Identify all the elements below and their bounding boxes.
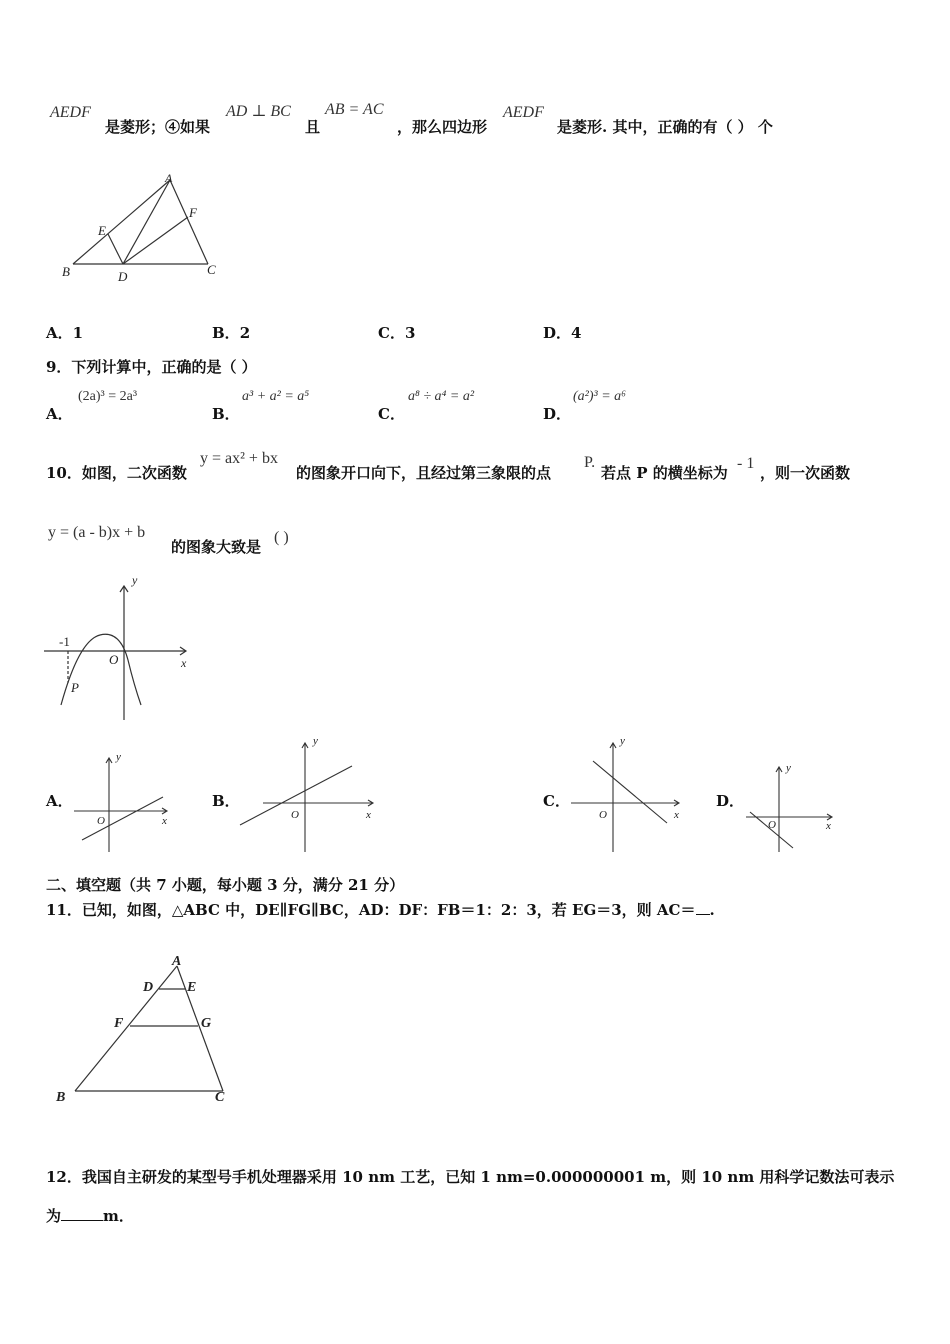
q10-math-func: y = ax² + bx	[200, 450, 278, 467]
q8-option-d-value: 4	[571, 324, 582, 342]
q10-option-b-x: x	[366, 809, 371, 821]
q10-math-p: P.	[584, 454, 596, 471]
q10-text-2: 的图象开口向下，且经过第三象限的点	[296, 464, 552, 482]
q10-fig-p-label: P	[71, 680, 79, 695]
q12-line-2-post: m．	[103, 1207, 134, 1225]
q10-option-c-o: O	[599, 809, 607, 821]
q8-option-a-value: 1	[72, 324, 84, 342]
q10-math-paren: ( )	[274, 529, 289, 546]
q8-text-tail: 是菱形. 其中，正确的有（ ） 个	[557, 118, 773, 136]
q10-option-a-label[interactable]: A．	[46, 792, 73, 810]
q10-option-d-x: x	[826, 820, 831, 832]
q8-math-aedf: AEDF	[50, 104, 91, 121]
q10-option-a-o: O	[97, 815, 105, 827]
q10-text-1: 10．如图，二次函数	[46, 464, 187, 482]
q10-math-line: y = (a - b)x + b	[48, 524, 146, 541]
q11-label-a: A	[172, 954, 182, 969]
q10-option-b-o: O	[291, 809, 299, 821]
q8-math-aedf-2: AEDF	[503, 104, 544, 121]
q9-option-a-expr: (2a)³ = 2a³	[78, 389, 138, 404]
q8-text-and: 且	[305, 118, 321, 136]
q10-option-c-label[interactable]: C．	[543, 792, 570, 810]
q8-label-f: F	[189, 205, 197, 220]
q8-option-d-label: D．	[543, 324, 572, 342]
q12-line-2	[46, 1205, 134, 1226]
q8-label-c: C	[207, 262, 216, 277]
q8-option-b-label: B．	[212, 324, 240, 342]
q10-text-3: 若点 P 的横坐标为	[601, 464, 728, 482]
q9-option-c-expr: a⁸ ÷ a⁴ = a²	[408, 389, 475, 404]
q11-label-g: G	[201, 1016, 212, 1031]
q8-label-e: E	[98, 223, 106, 238]
q10-option-d-label[interactable]: D．	[716, 792, 745, 810]
q11-label-d: D	[143, 980, 154, 995]
q10-option-c-x: x	[674, 809, 679, 821]
q8-text-is-rhombus: 是菱形；④如果	[105, 118, 211, 136]
q11-label-e: E	[187, 980, 197, 995]
q10-math-neg1: - 1	[737, 455, 755, 472]
q10-fig-neg1-label: -1	[59, 634, 70, 649]
q9-option-d-expr: (a²)³ = a⁶	[573, 389, 627, 404]
q10-fig-x-label: x	[181, 656, 187, 670]
q12-line-1: 12．我国自主研发的某型号手机处理器采用 10 nm 工艺，已知 1 nm=0.000000001 m，则 10 nm 用科学记数法可表示	[46, 1168, 895, 1186]
q8-option-b-value: 2	[239, 324, 251, 342]
q10-option-a-y: y	[116, 751, 121, 763]
q8-label-d: D	[118, 269, 128, 284]
q10-fig-origin-label: O	[109, 652, 119, 667]
q8-text-then: ，那么四边形	[397, 118, 488, 136]
q11-label-b: B	[56, 1090, 66, 1105]
q11-stem-tail: .	[709, 901, 715, 919]
q8-option-a-label: A．	[46, 324, 73, 342]
q10-text-5: 的图象大致是	[171, 538, 262, 556]
q9-stem: 9．下列计算中，正确的是（ ）	[46, 358, 257, 376]
q10-option-a-x: x	[162, 815, 167, 827]
q10-fig-y-label: y	[132, 573, 138, 587]
q10-option-d-o: O	[768, 819, 776, 831]
q10-option-c-y: y	[620, 735, 625, 747]
q8-math-ad-perp-bc: AD ⊥ BC	[226, 103, 291, 120]
q10-option-b-y: y	[313, 735, 318, 747]
q8-option-c-value: 3	[404, 324, 416, 342]
q10-text-4: ，则一次函数	[760, 464, 851, 482]
q9-option-b-expr: a³ + a² = a⁵	[242, 389, 310, 404]
q8-math-ab-eq-ac: AB = AC	[325, 101, 384, 118]
q9-option-b-label[interactable]: B．	[212, 405, 240, 423]
q12-line-2-pre: 为	[46, 1207, 62, 1225]
q9-option-a-label[interactable]: A．	[46, 405, 73, 423]
q10-option-b-label[interactable]: B．	[212, 792, 240, 810]
q8-label-b: B	[62, 264, 70, 279]
q8-option-c-label: C．	[378, 324, 405, 342]
q12-answer-blank[interactable]	[61, 1220, 103, 1221]
q11-stem-text: 11．已知，如图，△ABC 中，DE∥FG∥BC，AD：DF：FB＝1：2：3，若 EG＝3，则 AC＝	[46, 901, 696, 919]
section-2-heading: 二、填空题（共 7 小题，每小题 3 分，满分 21 分）	[46, 876, 405, 894]
q11-label-c: C	[215, 1090, 225, 1105]
q8-label-a: A	[165, 171, 173, 185]
q9-option-c-label[interactable]: C．	[378, 405, 405, 423]
q10-option-d-y: y	[786, 762, 791, 774]
q9-option-d-label[interactable]: D．	[543, 405, 572, 423]
q11-label-f: F	[114, 1016, 124, 1031]
